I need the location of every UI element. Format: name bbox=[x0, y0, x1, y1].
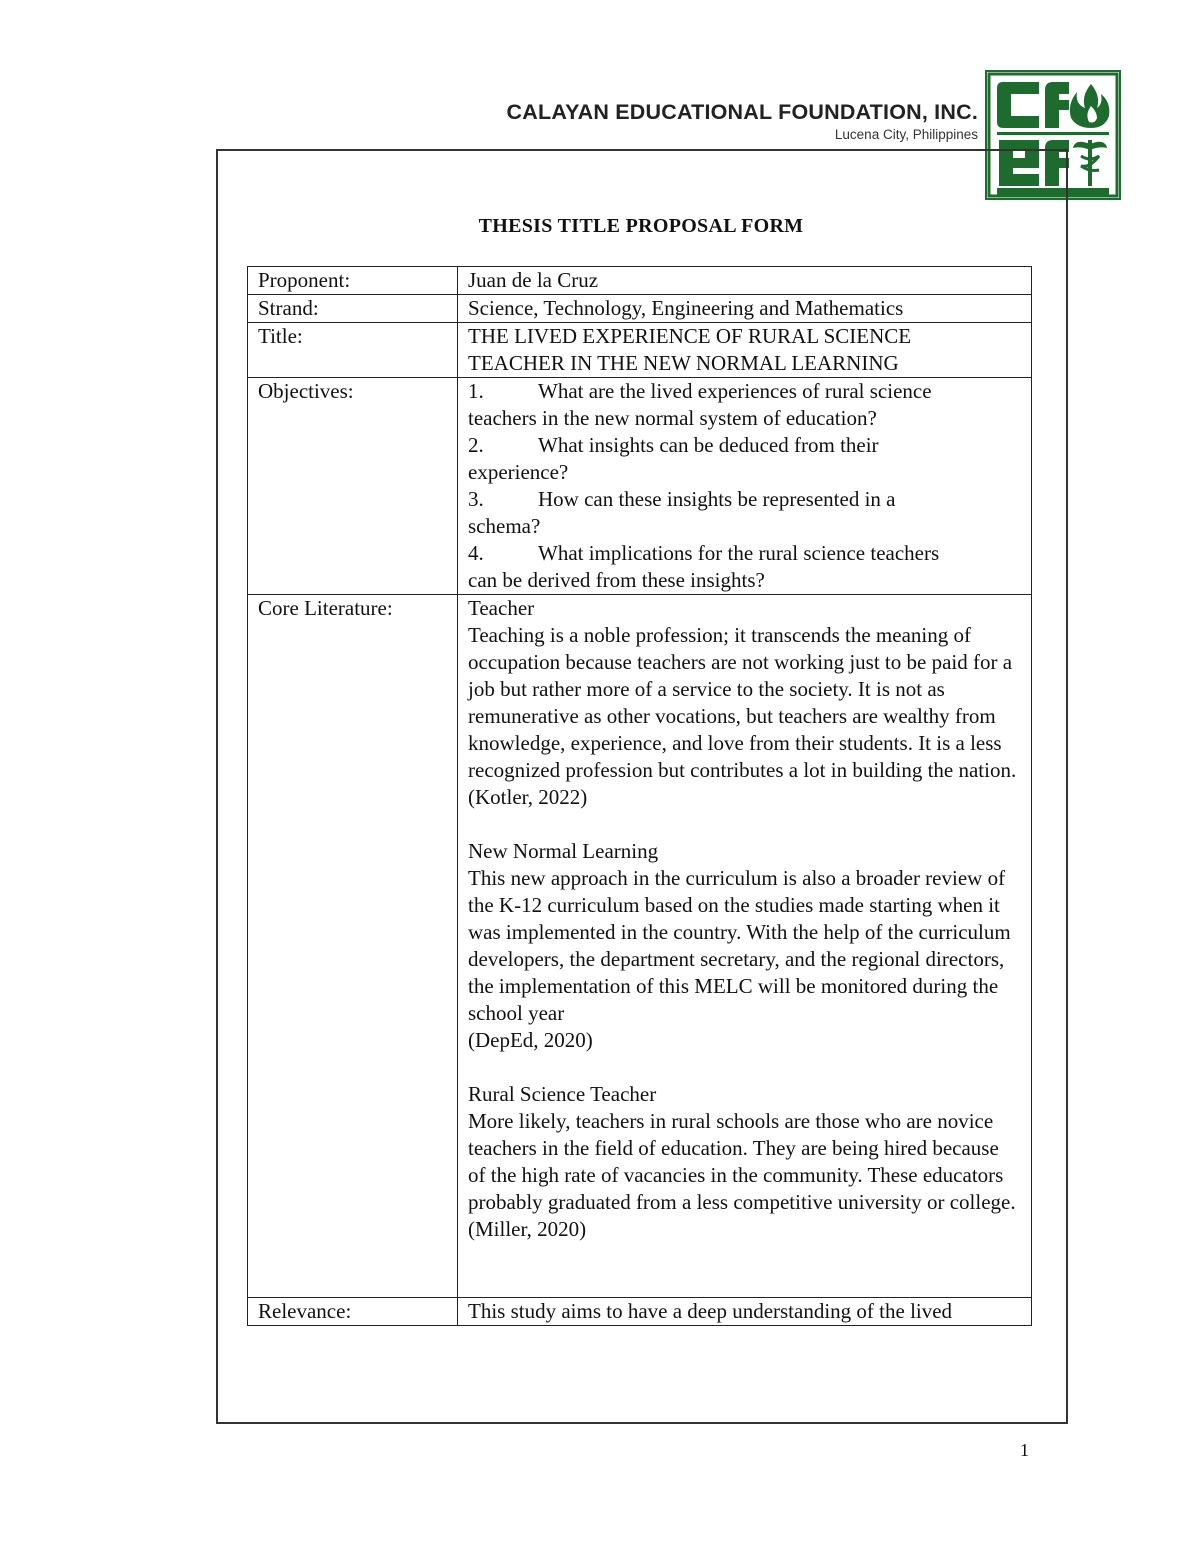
objective-item bbox=[468, 486, 1021, 513]
objectives-value bbox=[458, 378, 1032, 595]
literature-citation: (Miller, 2020) bbox=[468, 1217, 587, 1241]
literature-heading: Rural Science Teacher bbox=[468, 1082, 657, 1106]
literature-heading: New Normal Learning bbox=[468, 839, 659, 863]
objective-continuation: teachers in the new normal system of education? bbox=[468, 406, 877, 430]
organization-header bbox=[458, 100, 978, 142]
literature-citation: (DepEd, 2020) bbox=[468, 1028, 593, 1052]
objective-item bbox=[468, 432, 1021, 459]
table-row bbox=[248, 1298, 1032, 1326]
objective-text: What insights can be deduced from their bbox=[538, 433, 879, 457]
page-number: 1 bbox=[1020, 1440, 1029, 1460]
relevance-label: Relevance: bbox=[248, 1298, 458, 1326]
objective-number: 2. bbox=[468, 433, 484, 457]
table-row bbox=[248, 595, 1032, 1298]
strand-value: Science, Technology, Engineering and Mathematics bbox=[458, 295, 1032, 323]
objective-text: What implications for the rural science teachers bbox=[538, 541, 940, 565]
literature-heading: Teacher bbox=[468, 596, 535, 620]
objective-continuation: can be derived from these insights? bbox=[468, 568, 765, 592]
proponent-label: Proponent: bbox=[248, 267, 458, 295]
table-row bbox=[248, 267, 1032, 295]
title-label: Title: bbox=[248, 323, 458, 378]
literature-body: More likely, teachers in rural schools are those who are novice teachers in the field of education. They are being hired because of the high rate of vacancies in the community. These educators probably graduated from a less competitive university or college. bbox=[468, 1109, 1016, 1214]
objective-number: 4. bbox=[468, 541, 484, 565]
table-row bbox=[248, 323, 1032, 378]
relevance-value: This study aims to have a deep understanding of the lived bbox=[458, 1298, 1032, 1326]
core-literature-label: Core Literature: bbox=[248, 595, 458, 1298]
title-value-line: THE LIVED EXPERIENCE OF RURAL SCIENCE bbox=[468, 324, 912, 348]
proponent-value: Juan de la Cruz bbox=[458, 267, 1032, 295]
objective-item bbox=[468, 378, 1021, 405]
literature-body: This new approach in the curriculum is also a broader review of the K-12 curriculum based on the studies made starting when it was implemented in the country. With the help of the curriculum developers, the department secretary, and the regional directors, the implementation of this MELC will be monitored during the school year bbox=[468, 866, 1011, 1025]
form-title: THESIS TITLE PROPOSAL FORM bbox=[478, 215, 804, 237]
objective-text: What are the lived experiences of rural science bbox=[538, 379, 932, 403]
objective-number: 1. bbox=[468, 379, 484, 403]
title-value-line: TEACHER IN THE NEW NORMAL LEARNING bbox=[468, 351, 899, 375]
objective-continuation: schema? bbox=[468, 514, 541, 538]
objective-continuation: experience? bbox=[468, 460, 569, 484]
title-value bbox=[458, 323, 1032, 378]
objective-item bbox=[468, 540, 1021, 567]
table-row bbox=[248, 378, 1032, 595]
objective-number: 3. bbox=[468, 487, 484, 511]
table-row bbox=[248, 295, 1032, 323]
organization-name: CALAYAN EDUCATIONAL FOUNDATION, INC. bbox=[506, 100, 978, 124]
core-literature-value bbox=[458, 595, 1032, 1298]
objective-text: How can these insights be represented in a bbox=[538, 487, 896, 511]
strand-label: Strand: bbox=[248, 295, 458, 323]
spacer bbox=[468, 1054, 1021, 1081]
literature-body: Teaching is a noble profession; it transcends the meaning of occupation because teachers are not working just to be paid for a job but rather more of a service to the society. It is not as remunerative as other vocations, but teachers are wealthy from knowledge, experience, and love from their students. It is a less recognized profession but contributes a lot in building the nation. bbox=[468, 623, 1017, 782]
organization-location: Lucena City, Philippines bbox=[834, 127, 978, 142]
objectives-label: Objectives: bbox=[248, 378, 458, 595]
literature-citation: (Kotler, 2022) bbox=[468, 785, 588, 809]
spacer bbox=[468, 811, 1021, 838]
proposal-table bbox=[247, 266, 1032, 1326]
